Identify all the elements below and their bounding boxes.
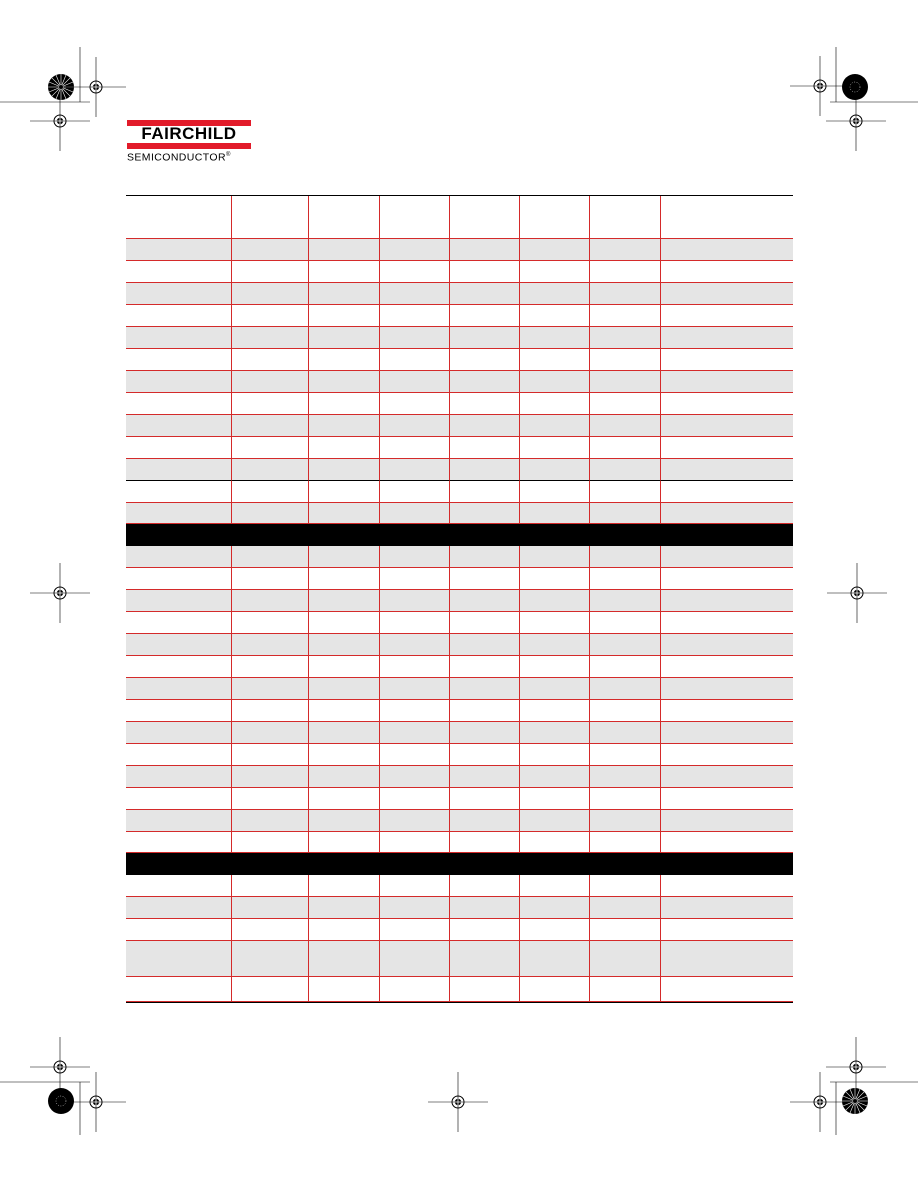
table-cell	[126, 327, 232, 349]
table-cell	[590, 788, 661, 810]
table-cell	[232, 810, 309, 832]
table-cell	[661, 283, 793, 305]
table-cell	[661, 524, 793, 546]
table-cell	[380, 832, 450, 853]
table-cell	[661, 766, 793, 788]
table-cell	[661, 503, 793, 524]
table-cell	[590, 327, 661, 349]
table-cell	[590, 283, 661, 305]
table-cell	[126, 415, 232, 437]
table-cell	[450, 459, 520, 481]
table-cell	[520, 722, 590, 744]
table-cell	[590, 678, 661, 700]
table-cell	[126, 349, 232, 371]
table-cell	[232, 744, 309, 766]
table-cell	[232, 590, 309, 612]
table-cell	[126, 656, 232, 678]
table-cell	[232, 305, 309, 327]
table-cell	[590, 371, 661, 393]
table-cell	[126, 503, 232, 524]
table-cell	[309, 853, 380, 875]
table-cell	[520, 437, 590, 459]
table-cell	[309, 941, 380, 977]
table-cell	[126, 305, 232, 327]
table-cell	[450, 700, 520, 722]
table-cell	[380, 788, 450, 810]
table-cell	[661, 919, 793, 941]
table-cell	[380, 437, 450, 459]
table-cell	[520, 393, 590, 415]
table-cell	[309, 722, 380, 744]
table-cell	[590, 524, 661, 546]
table-cell	[590, 853, 661, 875]
table-cell	[232, 656, 309, 678]
table-cell	[232, 722, 309, 744]
table-cell	[590, 305, 661, 327]
table-cell	[520, 853, 590, 875]
data-table	[126, 195, 793, 1003]
table-cell	[590, 568, 661, 590]
table-cell	[380, 568, 450, 590]
table-cell	[309, 977, 380, 1002]
table-cell	[126, 678, 232, 700]
table-cell	[232, 612, 309, 634]
table-cell	[661, 678, 793, 700]
table-cell	[126, 700, 232, 722]
table-header-cell	[232, 196, 309, 239]
logo-bottom-bar	[127, 143, 251, 149]
table-cell	[590, 875, 661, 897]
table-cell	[380, 722, 450, 744]
table-cell	[661, 349, 793, 371]
table-header-cell	[380, 196, 450, 239]
table-cell	[450, 766, 520, 788]
table-cell	[450, 722, 520, 744]
table-cell	[661, 481, 793, 503]
table-cell	[380, 941, 450, 977]
table-cell	[450, 941, 520, 977]
table-cell	[520, 371, 590, 393]
table-cell	[450, 327, 520, 349]
table-cell	[590, 415, 661, 437]
table-cell	[590, 261, 661, 283]
table-cell	[232, 678, 309, 700]
table-cell	[590, 634, 661, 656]
table-cell	[590, 941, 661, 977]
table-cell	[309, 788, 380, 810]
table-cell	[380, 415, 450, 437]
table-cell	[309, 371, 380, 393]
table-cell	[232, 261, 309, 283]
table-cell	[232, 568, 309, 590]
table-cell	[380, 656, 450, 678]
table-header-cell	[520, 196, 590, 239]
table-cell	[380, 744, 450, 766]
table-cell	[232, 977, 309, 1002]
table-cell	[520, 656, 590, 678]
table-cell	[126, 481, 232, 503]
table-cell	[590, 590, 661, 612]
table-cell	[450, 590, 520, 612]
table-cell	[661, 656, 793, 678]
table-cell	[661, 393, 793, 415]
table-cell	[590, 766, 661, 788]
table-cell	[126, 524, 232, 546]
table-cell	[520, 481, 590, 503]
table-cell	[450, 261, 520, 283]
table-cell	[232, 919, 309, 941]
table-cell	[520, 524, 590, 546]
table-cell	[380, 919, 450, 941]
table-cell	[661, 634, 793, 656]
table-cell	[661, 590, 793, 612]
table-cell	[590, 459, 661, 481]
table-cell	[661, 261, 793, 283]
table-cell	[380, 371, 450, 393]
table-cell	[309, 261, 380, 283]
table-cell	[520, 590, 590, 612]
table-cell	[380, 239, 450, 261]
table-cell	[450, 437, 520, 459]
table-cell	[450, 897, 520, 919]
table-cell	[126, 875, 232, 897]
table-cell	[450, 875, 520, 897]
table-cell	[380, 503, 450, 524]
table-cell	[450, 546, 520, 568]
table-cell	[450, 678, 520, 700]
table-cell	[380, 875, 450, 897]
table-cell	[450, 832, 520, 853]
table-cell	[661, 744, 793, 766]
table-cell	[380, 546, 450, 568]
table-cell	[450, 919, 520, 941]
table-cell	[380, 897, 450, 919]
table-cell	[232, 459, 309, 481]
table-cell	[309, 875, 380, 897]
table-cell	[309, 656, 380, 678]
table-cell	[309, 481, 380, 503]
table-cell	[450, 283, 520, 305]
table-cell	[380, 612, 450, 634]
table-cell	[380, 393, 450, 415]
table-cell	[380, 810, 450, 832]
table-cell	[232, 788, 309, 810]
table-cell	[126, 744, 232, 766]
table-cell	[520, 415, 590, 437]
table-cell	[126, 546, 232, 568]
table-cell	[380, 283, 450, 305]
table-cell	[520, 875, 590, 897]
table-cell	[520, 634, 590, 656]
table-cell	[590, 897, 661, 919]
table-cell	[126, 568, 232, 590]
table-cell	[520, 977, 590, 1002]
table-header-cell	[590, 196, 661, 239]
table-cell	[309, 546, 380, 568]
logo-wordmark: FAIRCHILD	[141, 124, 237, 143]
table-cell	[309, 700, 380, 722]
table-cell	[520, 459, 590, 481]
table-cell	[450, 349, 520, 371]
table-cell	[309, 766, 380, 788]
table-cell	[309, 393, 380, 415]
table-cell	[520, 305, 590, 327]
table-cell	[450, 481, 520, 503]
table-cell	[380, 305, 450, 327]
table-cell	[520, 788, 590, 810]
table-cell	[661, 437, 793, 459]
table-cell	[309, 744, 380, 766]
table-cell	[126, 371, 232, 393]
table-header-cell	[126, 196, 232, 239]
table-cell	[520, 546, 590, 568]
table-cell	[126, 832, 232, 853]
table-cell	[661, 875, 793, 897]
table-cell	[309, 568, 380, 590]
table-cell	[590, 700, 661, 722]
table-cell	[232, 853, 309, 875]
table-cell	[590, 810, 661, 832]
table-cell	[309, 810, 380, 832]
table-header-cell	[309, 196, 380, 239]
table-cell	[232, 766, 309, 788]
table-cell	[309, 678, 380, 700]
table-cell	[520, 700, 590, 722]
table-cell	[661, 788, 793, 810]
table-cell	[232, 546, 309, 568]
table-cell	[232, 371, 309, 393]
table-cell	[309, 415, 380, 437]
table-cell	[520, 239, 590, 261]
table-cell	[380, 459, 450, 481]
table-cell	[661, 546, 793, 568]
table-cell	[232, 437, 309, 459]
table-cell	[380, 349, 450, 371]
table-cell	[450, 415, 520, 437]
table-cell	[661, 305, 793, 327]
table-cell	[126, 459, 232, 481]
table-cell	[380, 766, 450, 788]
table-cell	[590, 546, 661, 568]
table-cell	[450, 853, 520, 875]
table-cell	[126, 634, 232, 656]
table-cell	[520, 832, 590, 853]
table-cell	[590, 393, 661, 415]
table-cell	[590, 744, 661, 766]
table-cell	[309, 305, 380, 327]
table-cell	[661, 700, 793, 722]
table-cell	[661, 371, 793, 393]
table-cell	[450, 568, 520, 590]
table-cell	[309, 919, 380, 941]
table-cell	[520, 919, 590, 941]
table-cell	[450, 503, 520, 524]
table-cell	[450, 656, 520, 678]
table-cell	[309, 524, 380, 546]
table-cell	[309, 459, 380, 481]
table-cell	[520, 897, 590, 919]
table-cell	[126, 590, 232, 612]
table-cell	[450, 634, 520, 656]
table-cell	[309, 283, 380, 305]
table-cell	[232, 897, 309, 919]
table-cell	[380, 524, 450, 546]
table-cell	[380, 977, 450, 1002]
table-cell	[590, 977, 661, 1002]
table-cell	[126, 261, 232, 283]
table-cell	[661, 832, 793, 853]
table-cell	[520, 568, 590, 590]
table-cell	[661, 415, 793, 437]
table-cell	[126, 941, 232, 977]
table-cell	[450, 371, 520, 393]
table-cell	[380, 590, 450, 612]
table-cell	[590, 919, 661, 941]
table-cell	[380, 261, 450, 283]
table-cell	[232, 634, 309, 656]
table-cell	[126, 897, 232, 919]
table-cell	[126, 766, 232, 788]
table-cell	[232, 941, 309, 977]
table-cell	[232, 832, 309, 853]
table-cell	[520, 261, 590, 283]
table-cell	[232, 875, 309, 897]
table-cell	[590, 832, 661, 853]
table-cell	[661, 612, 793, 634]
table-cell	[232, 349, 309, 371]
table-cell	[590, 239, 661, 261]
table-cell	[126, 437, 232, 459]
table-cell	[520, 678, 590, 700]
table-cell	[380, 634, 450, 656]
table-cell	[520, 612, 590, 634]
table-cell	[126, 722, 232, 744]
table-cell	[520, 744, 590, 766]
table-cell	[309, 897, 380, 919]
table-cell	[126, 393, 232, 415]
table-cell	[590, 656, 661, 678]
table-cell	[661, 810, 793, 832]
table-cell	[232, 393, 309, 415]
table-cell	[126, 239, 232, 261]
table-cell	[309, 437, 380, 459]
table-cell	[520, 941, 590, 977]
table-cell	[590, 437, 661, 459]
table-cell	[520, 810, 590, 832]
table-cell	[661, 327, 793, 349]
table-cell	[450, 977, 520, 1002]
table-cell	[520, 283, 590, 305]
table-cell	[450, 788, 520, 810]
table-cell	[590, 503, 661, 524]
table-cell	[232, 239, 309, 261]
table-cell	[232, 415, 309, 437]
table-header-cell	[661, 196, 793, 239]
table-cell	[309, 503, 380, 524]
table-cell	[520, 503, 590, 524]
table-cell	[309, 634, 380, 656]
table-cell	[309, 327, 380, 349]
table-cell	[520, 327, 590, 349]
table-cell	[661, 459, 793, 481]
table-cell	[309, 349, 380, 371]
table-cell	[450, 744, 520, 766]
table-cell	[232, 327, 309, 349]
table-cell	[126, 853, 232, 875]
table-cell	[232, 481, 309, 503]
table-cell	[309, 832, 380, 853]
table-cell	[450, 239, 520, 261]
table-cell	[309, 612, 380, 634]
table-cell	[590, 722, 661, 744]
logo-tagline: SEMICONDUCTOR®	[127, 151, 231, 164]
table-cell	[450, 612, 520, 634]
table-cell	[309, 239, 380, 261]
table-cell	[661, 722, 793, 744]
table-cell	[661, 977, 793, 1002]
table-cell	[232, 283, 309, 305]
table-cell	[520, 766, 590, 788]
table-cell	[450, 810, 520, 832]
table-cell	[661, 897, 793, 919]
table-cell	[450, 524, 520, 546]
table-cell	[661, 853, 793, 875]
table-cell	[309, 590, 380, 612]
table-cell	[126, 810, 232, 832]
table-cell	[380, 481, 450, 503]
table-cell	[126, 788, 232, 810]
table-header-cell	[450, 196, 520, 239]
table-cell	[232, 700, 309, 722]
table-cell	[590, 481, 661, 503]
table-cell	[661, 941, 793, 977]
table-cell	[380, 700, 450, 722]
table-cell	[590, 612, 661, 634]
table-cell	[232, 524, 309, 546]
table-cell	[380, 853, 450, 875]
table-cell	[520, 349, 590, 371]
table-cell	[380, 327, 450, 349]
table-cell	[126, 612, 232, 634]
table-cell	[380, 678, 450, 700]
table-cell	[450, 393, 520, 415]
table-cell	[450, 305, 520, 327]
table-cell	[661, 568, 793, 590]
table-cell	[126, 919, 232, 941]
table-cell	[232, 503, 309, 524]
table-cell	[126, 283, 232, 305]
table-cell	[590, 349, 661, 371]
table-cell	[126, 977, 232, 1002]
table-cell	[661, 239, 793, 261]
